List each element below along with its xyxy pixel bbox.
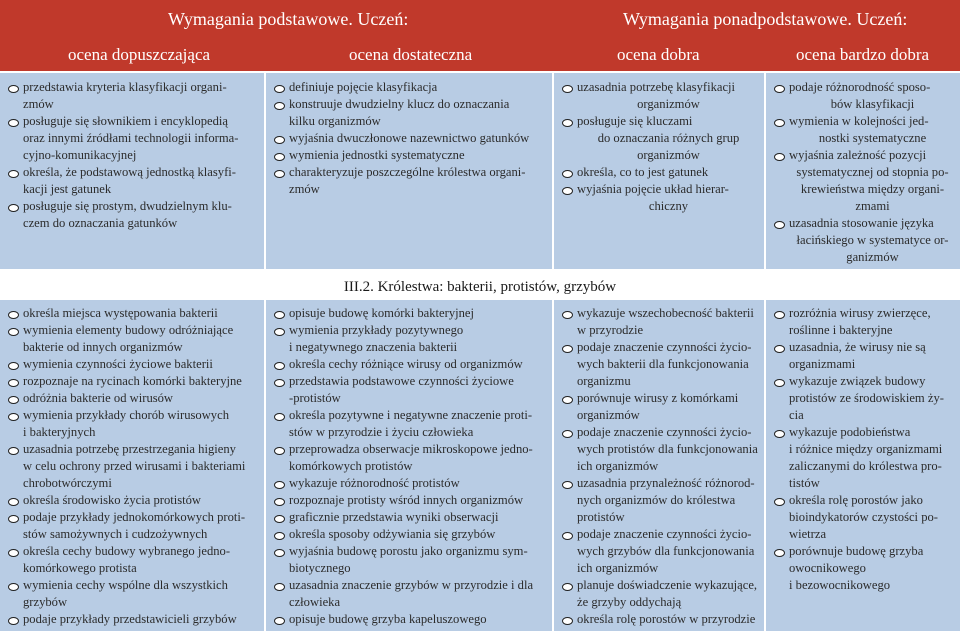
- requirements-list: [557, 305, 760, 628]
- list-item-continuation: bakterie od innych organizmów: [23, 340, 183, 354]
- list-item-continuation: organizmów: [637, 97, 700, 111]
- row1-col4-cell: [766, 73, 960, 269]
- list-item-continuation: roślinne i bakteryjne: [789, 323, 893, 337]
- list-item-continuation: tistów: [789, 476, 820, 490]
- list-item: podaje znaczenie czynności życio-: [557, 526, 760, 543]
- list-item: posługuje się prostym, dwudzielnym klu-: [3, 198, 260, 215]
- list-item-continuation: owocnikowego: [789, 561, 866, 575]
- list-item-continuation: ich organizmów: [577, 459, 659, 473]
- row1-col3-cell: [554, 73, 764, 269]
- row2-col3-cell: [554, 300, 764, 631]
- list-item: podaje znaczenie czynności życio-: [557, 424, 760, 441]
- list-item-continuation: protistów: [577, 510, 625, 524]
- list-item-continuation: biotycznego: [289, 561, 351, 575]
- list-item-continuation: wych protistów dla funkcjonowania: [577, 442, 758, 456]
- list-item-continuation: wietrza: [789, 527, 827, 541]
- list-item-continuation: nostki systematyczne: [818, 131, 927, 145]
- list-item: określa środowisko życia protistów: [3, 492, 260, 509]
- list-item: określa cechy różniące wirusy od organizmów: [269, 356, 548, 373]
- list-item: wyjaśnia zależność pozycji: [769, 147, 956, 164]
- requirements-list: [769, 305, 956, 594]
- requirements-list: [769, 79, 956, 266]
- list-item-continuation: cia: [789, 408, 804, 422]
- list-item: definiuje pojęcie klasyfikacja: [269, 79, 548, 96]
- list-item-continuation: zmów: [289, 182, 320, 196]
- list-item-continuation: komórkowych protistów: [289, 459, 413, 473]
- list-item: uzasadnia przynależność różnorod-: [557, 475, 760, 492]
- list-item-continuation: organizmami: [789, 357, 856, 371]
- list-item: wyjaśnia dwuczłonowe nazewnictwo gatunków: [269, 130, 548, 147]
- list-item-continuation: w celu ochrony przed wirusami i bakteriami: [23, 459, 246, 473]
- list-item: opisuje budowę grzyba kapeluszowego: [269, 611, 548, 628]
- list-item-continuation: i różnice między organizmami: [789, 442, 943, 456]
- list-item: określa, co to jest gatunek: [557, 164, 760, 181]
- row1-col2-cell: [266, 73, 552, 269]
- list-item: wymienia elementy budowy odróżniające: [3, 322, 260, 339]
- grade-label: ocena bardzo dobra: [796, 45, 930, 64]
- list-item: wykazuje podobieństwa: [769, 424, 956, 441]
- list-item: wykazuje wszechobecność bakterii: [557, 305, 760, 322]
- list-item-continuation: wych grzybów dla funkcjonowania: [577, 544, 755, 558]
- grades-header: [0, 39, 960, 71]
- list-item-continuation: krewieństwa między organi-: [800, 182, 945, 196]
- list-item-continuation: bów klasyfikacji: [830, 97, 915, 111]
- list-item: uzasadnia znaczenie grzybów w przyrodzie i dla: [269, 577, 548, 594]
- list-item: rozpoznaje protisty wśród innych organizmów: [269, 492, 548, 509]
- row1-col1-cell: [0, 73, 264, 269]
- list-item-continuation: chrobotwórczymi: [23, 476, 112, 490]
- advanced-requirements-title: Wymagania ponadpodstawowe. Uczeń:: [623, 9, 908, 29]
- list-item-continuation: człowieka: [289, 595, 341, 609]
- requirements-header: [0, 0, 960, 39]
- list-item: planuje doświadczenie wykazujące,: [557, 577, 760, 594]
- list-item-continuation: ich organizmów: [577, 561, 659, 575]
- list-item-continuation: organizmów: [637, 148, 700, 162]
- list-item-continuation: że grzyby oddychają: [577, 595, 682, 609]
- list-item: uzasadnia potrzebę klasyfikacji: [557, 79, 760, 96]
- list-item-continuation: komórkowego protista: [23, 561, 137, 575]
- list-item: podaje przykłady jednokomórkowych proti-: [3, 509, 260, 526]
- list-item: podaje przykłady przedstawicieli grzybów: [3, 611, 260, 628]
- list-item: określa cechy budowy wybranego jedno-: [3, 543, 260, 560]
- list-item: przedstawia kryteria klasyfikacji organi-: [3, 79, 260, 96]
- list-item: graficznie przedstawia wyniki obserwacji: [269, 509, 548, 526]
- requirements-list: [3, 305, 260, 628]
- list-item-continuation: grzybów: [23, 595, 68, 609]
- list-item-continuation: stów samożywnych i cudzożywnych: [23, 527, 208, 541]
- list-item: wymienia przykłady chorób wirusowych: [3, 407, 260, 424]
- list-item: określa rolę porostów w przyrodzie: [557, 611, 760, 628]
- basic-requirements-title: Wymagania podstawowe. Uczeń:: [168, 9, 409, 29]
- list-item: wymienia w kolejności jed-: [769, 113, 956, 130]
- list-item: przedstawia podstawowe czynności życiowe: [269, 373, 548, 390]
- list-item: wymienia cechy wspólne dla wszystkich: [3, 577, 260, 594]
- list-item-continuation: organizmów: [577, 408, 640, 422]
- list-item-continuation: kacji jest gatunek: [23, 182, 112, 196]
- row2-col1-cell: [0, 300, 264, 631]
- list-item: wymienia przykłady pozytywnego: [269, 322, 548, 339]
- list-item-continuation: i bakteryjnych: [23, 425, 96, 439]
- list-item-continuation: i negatywnego znaczenia bakterii: [289, 340, 458, 354]
- list-item-continuation: i bezowocnikowego: [789, 578, 891, 592]
- list-item: odróżnia bakterie od wirusów: [3, 390, 260, 407]
- list-item: podaje znaczenie czynności życio-: [557, 339, 760, 356]
- list-item: wymienia jednostki systematyczne: [269, 147, 548, 164]
- list-item-continuation: chiczny: [648, 199, 689, 213]
- list-item: określa sposoby odżywiania się grzybów: [269, 526, 548, 543]
- list-item-continuation: łacińskiego w systematyce or-: [796, 233, 949, 247]
- list-item-continuation: zmami: [855, 199, 890, 213]
- section-title: III.2. Królestwa: bakterii, protistów, grzybów: [343, 279, 617, 295]
- row2-col2-cell: [266, 300, 552, 631]
- list-item-continuation: oraz innymi źródłami technologii informa-: [23, 131, 239, 145]
- list-item-continuation: organizmu: [577, 374, 631, 388]
- list-item-continuation: czem do oznaczania gatunków: [23, 216, 178, 230]
- list-item: określa rolę porostów jako: [769, 492, 956, 509]
- list-item: rozpoznaje na rycinach komórki bakteryjne: [3, 373, 260, 390]
- list-item: rozróżnia wirusy zwierzęce,: [769, 305, 956, 322]
- list-item-continuation: stów w przyrodzie i życiu człowieka: [289, 425, 474, 439]
- grade-label: ocena dostateczna: [349, 45, 473, 64]
- list-item: wyjaśnia pojęcie układ hierar-: [557, 181, 760, 198]
- list-item-continuation: ganizmów: [846, 250, 899, 264]
- requirements-list: [557, 79, 760, 215]
- list-item-continuation: protistów ze środowiskiem ży-: [789, 391, 944, 405]
- list-item: posługuje się kluczami: [557, 113, 760, 130]
- list-item: wykazuje związek budowy: [769, 373, 956, 390]
- list-item: określa pozytywne i negatywne znaczenie proti-: [269, 407, 548, 424]
- list-item: opisuje budowę komórki bakteryjnej: [269, 305, 548, 322]
- list-item: wykazuje różnorodność protistów: [269, 475, 548, 492]
- list-item: określa, że podstawową jednostką klasyfi-: [3, 164, 260, 181]
- list-item: wymienia czynności życiowe bakterii: [3, 356, 260, 373]
- list-item: uzasadnia potrzebę przestrzegania higieny: [3, 441, 260, 458]
- list-item: uzasadnia stosowanie języka: [769, 215, 956, 232]
- requirements-list: [269, 305, 548, 628]
- list-item-continuation: bioindykatorów czystości po-: [789, 510, 938, 524]
- list-item-continuation: kilku organizmów: [289, 114, 381, 128]
- list-item: porównuje wirusy z komórkami: [557, 390, 760, 407]
- list-item-continuation: cyjno-komunikacyjnej: [23, 148, 137, 162]
- list-item-continuation: zaliczanymi do królestwa pro-: [789, 459, 942, 473]
- list-item: podaje różnorodność sposo-: [769, 79, 956, 96]
- list-item: wyjaśnia budowę porostu jako organizmu sym-: [269, 543, 548, 560]
- grade-label: ocena dobra: [617, 45, 700, 64]
- grade-label: ocena dopuszczająca: [68, 45, 211, 64]
- list-item: określa miejsca występowania bakterii: [3, 305, 260, 322]
- list-item: charakteryzuje poszczególne królestwa organi-: [269, 164, 548, 181]
- list-item-continuation: w przyrodzie: [577, 323, 644, 337]
- list-item: porównuje budowę grzyba: [769, 543, 956, 560]
- row2-col4-cell: [766, 300, 960, 631]
- list-item: konstruuje dwudzielny klucz do oznaczania: [269, 96, 548, 113]
- list-item: posługuje się słownikiem i encyklopedią: [3, 113, 260, 130]
- list-item-continuation: zmów: [23, 97, 54, 111]
- list-item-continuation: -protistów: [289, 391, 341, 405]
- list-item-continuation: nych organizmów do królestwa: [577, 493, 736, 507]
- list-item-continuation: wych bakterii dla funkcjonowania: [577, 357, 749, 371]
- list-item: uzasadnia, że wirusy nie są: [769, 339, 956, 356]
- requirements-list: [269, 79, 548, 198]
- requirements-list: [3, 79, 260, 232]
- list-item-continuation: do oznaczania różnych grup: [597, 131, 740, 145]
- list-item-continuation: systematycznej od stopnia po-: [796, 165, 949, 179]
- list-item: przeprowadza obserwacje mikroskopowe jedno-: [269, 441, 548, 458]
